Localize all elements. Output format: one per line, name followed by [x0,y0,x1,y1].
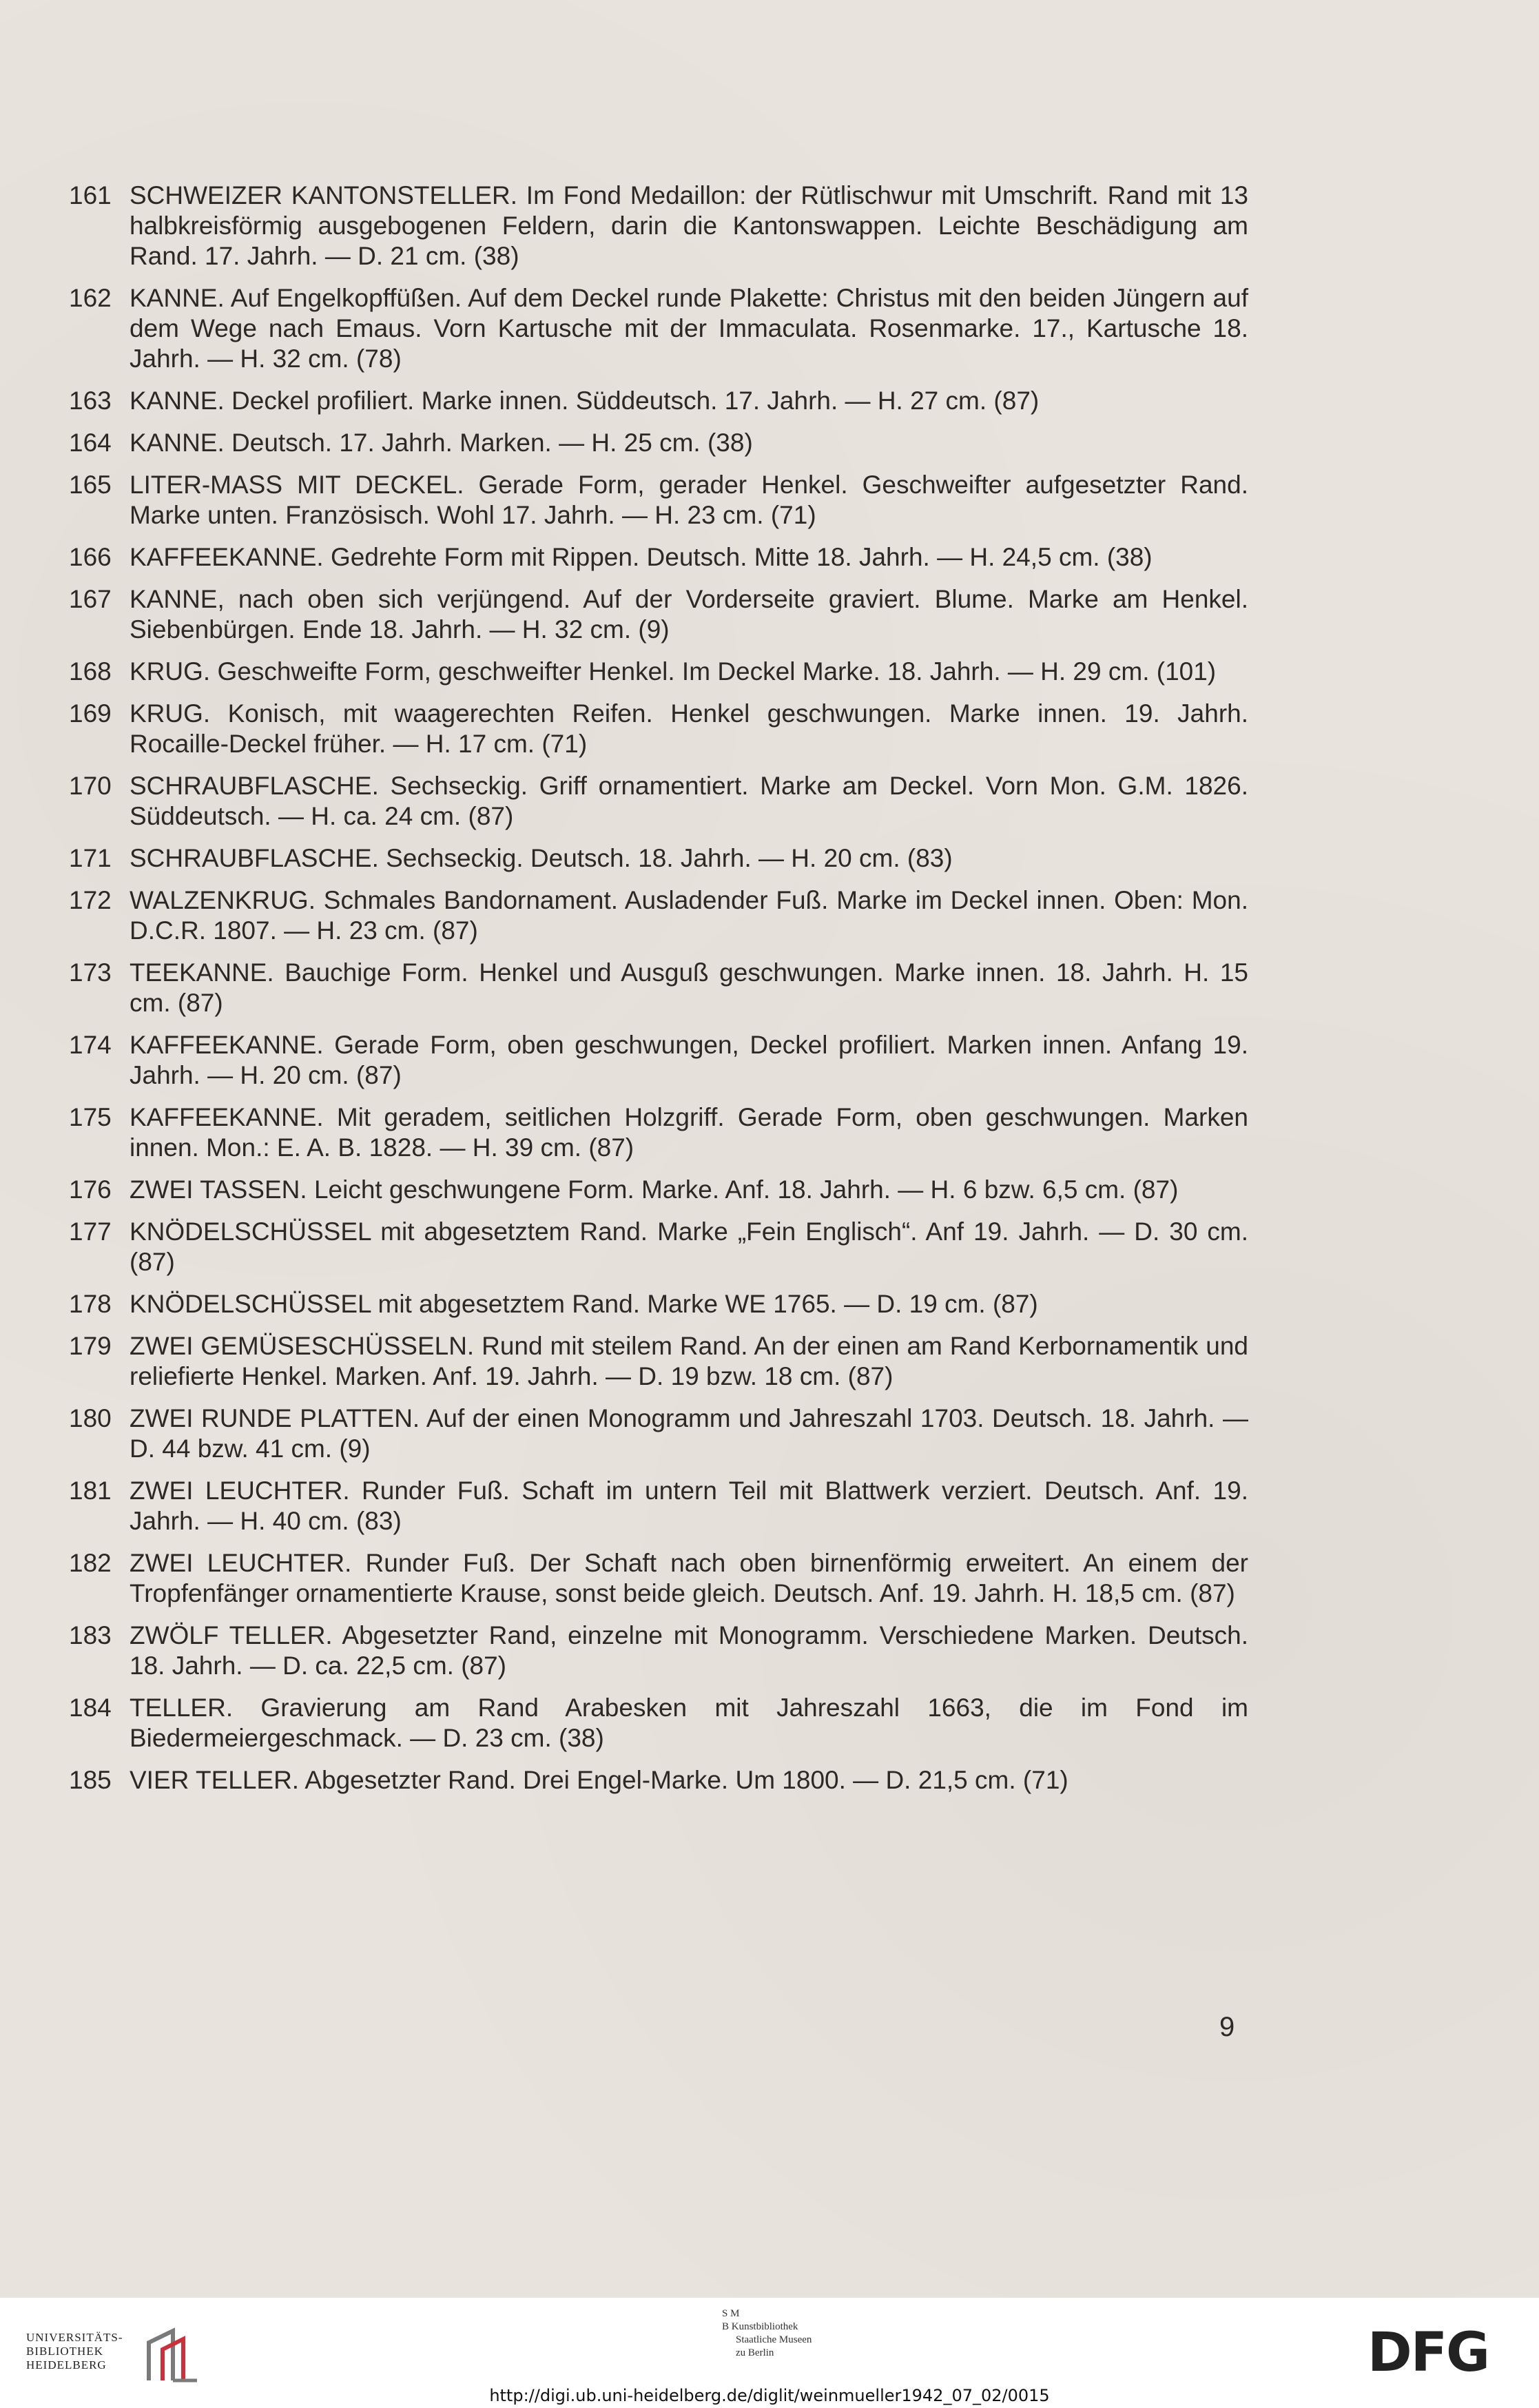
entry-number: 178 [69,1290,112,1318]
catalog-entries [69,181,1248,1807]
entry-number: 163 [69,387,112,415]
smb-logo-line: S M [722,2308,740,2319]
entry-number: 176 [69,1175,112,1204]
entry-text: KANNE, nach oben sich verjüngend. Auf der Vorderseite graviert. Blume. Marke am Henkel. Siebenbürgen. Ende 18. Jahrh. — H. 32 cm. (9) [130,585,1248,644]
catalog-entry [69,1620,1248,1681]
catalog-entry [69,843,1248,874]
entry-text: SCHRAUBFLASCHE. Sechseckig. Griff ornamentiert. Marke am Deckel. Vorn Mon. G.M. 1826. Süddeutsch. — H. ca. 24 cm. (87) [130,772,1248,830]
catalog-entry [69,771,1248,832]
catalog-entry [69,1102,1248,1163]
permalink-url[interactable]: http://digi.ub.uni-heidelberg.de/diglit/weinmueller1942_07_02/0015 [489,2386,1050,2405]
entry-number: 172 [69,886,112,914]
ub-logo-line: HEIDELBERG [26,2358,107,2371]
catalog-entry [69,1289,1248,1319]
entry-text: ZWEI LEUCHTER. Runder Fuß. Der Schaft nach oben birnenförmig erweitert. An einem der Tropfenfänger ornamentierte Krause, sonst beide gleich. Deutsch. Anf. 19. Jahrh. H. 18,5 cm. (87) [130,1549,1248,1607]
entry-text: VIER TELLER. Abgesetzter Rand. Drei Engel-Marke. Um 1800. — D. 21,5 cm. (71) [130,1766,1068,1794]
entry-text: KANNE. Deutsch. 17. Jahrh. Marken. — H. 25 cm. (38) [130,429,753,457]
entry-number: 175 [69,1103,112,1131]
smb-logo-line: Staatliche Museen [736,2334,812,2345]
entry-number: 171 [69,844,112,872]
entry-number: 165 [69,471,112,499]
entry-number: 185 [69,1766,112,1794]
entry-text: WALZENKRUG. Schmales Bandornament. Ausladender Fuß. Marke im Deckel innen. Oben: Mon. D.C.R. 1807. — H. 23 cm. (87) [130,886,1248,945]
catalog-entry [69,1476,1248,1536]
ub-logo-line: BIBLIOTHEK [26,2345,103,2358]
entry-number: 164 [69,429,112,457]
entry-number: 168 [69,657,112,686]
entry-number: 177 [69,1217,112,1246]
entry-text: KRUG. Konisch, mit waagerechten Reifen. Henkel geschwungen. Marke innen. 19. Jahrh. Rocaille-Deckel früher. — H. 17 cm. (71) [130,699,1248,758]
catalog-entry [69,958,1248,1018]
catalog-entry [69,542,1248,573]
entry-text: KANNE. Auf Engelkopffüßen. Auf dem Deckel runde Plakette: Christus mit den beiden Jüngern auf dem Wege nach Emaus. Vorn Kartusche mit der Immaculata. Rosenmarke. 17., Kartusche 18. Jahrh. — H. 32 cm. (78) [130,284,1248,373]
catalog-entry [69,657,1248,687]
catalog-entry [69,283,1248,374]
dfg-logo[interactable]: DFG [1367,2322,1489,2384]
viewer-footer [0,2298,1539,2408]
entry-number: 182 [69,1549,112,1577]
entry-number: 162 [69,284,112,312]
entry-number: 167 [69,585,112,613]
catalog-entry [69,181,1248,271]
catalog-entry [69,1403,1248,1464]
catalog-entry [69,885,1248,946]
catalog-entry [69,386,1248,416]
entry-text: KANNE. Deckel profiliert. Marke innen. Süddeutsch. 17. Jahrh. — H. 27 cm. (87) [130,387,1040,415]
smb-kunstbibliothek-logo[interactable] [722,2307,846,2360]
entry-text: TELLER. Gravierung am Rand Arabesken mit Jahreszahl 1663, die im Fond im Biedermeiergeschmack. — D. 23 cm. (38) [130,1694,1248,1752]
catalog-entry [69,584,1248,645]
catalog-entry [69,470,1248,531]
entry-number: 184 [69,1694,112,1722]
entry-number: 161 [69,181,112,209]
ub-logo-text [26,2331,123,2372]
catalog-entry [69,1693,1248,1753]
entry-text: SCHWEIZER KANTONSTELLER. Im Fond Medaillon: der Rütlischwur mit Umschrift. Rand mit 13 halbkreisförmig ausgebogenen Feldern, darin die Kantonswappen. Leichte Beschädigung am Rand. 17. Jahrh. — D. 21 cm. (38) [130,181,1248,270]
entry-text: SCHRAUBFLASCHE. Sechseckig. Deutsch. 18. Jahrh. — H. 20 cm. (83) [130,844,953,872]
entry-number: 183 [69,1621,112,1649]
entry-text: KAFFEEKANNE. Gerade Form, oben geschwungen, Deckel profiliert. Marken innen. Anfang 19. Jahrh. — H. 20 cm. (87) [130,1031,1248,1089]
entry-text: KAFFEEKANNE. Gedrehte Form mit Rippen. Deutsch. Mitte 18. Jahrh. — H. 24,5 cm. (38) [130,543,1153,571]
entry-text: LITER-MASS MIT DECKEL. Gerade Form, gerader Henkel. Geschweifter aufgesetzter Rand. Marke unten. Französisch. Wohl 17. Jahrh. — H. 23 cm. (71) [130,471,1248,529]
entry-text: ZWEI LEUCHTER. Runder Fuß. Schaft im untern Teil mit Blattwerk verziert. Deutsch. Anf. 19. Jahrh. — H. 40 cm. (83) [130,1476,1248,1535]
catalog-entry [69,428,1248,458]
page-number: 9 [1219,2012,1235,2042]
entry-number: 166 [69,543,112,571]
ub-logo-mark-icon [142,2325,204,2387]
entry-text: ZWEI TASSEN. Leicht geschwungene Form. Marke. Anf. 18. Jahrh. — H. 6 bzw. 6,5 cm. (87) [130,1175,1179,1204]
entry-text: KNÖDELSCHÜSSEL mit abgesetztem Rand. Marke WE 1765. — D. 19 cm. (87) [130,1290,1038,1318]
ub-heidelberg-logo[interactable] [26,2325,205,2387]
entry-text: ZWEI RUNDE PLATTEN. Auf der einen Monogramm und Jahreszahl 1703. Deutsch. 18. Jahrh. — D. 44 bzw. 41 cm. (9) [130,1404,1248,1463]
smb-logo-line: zu Berlin [736,2347,774,2358]
entry-text: KAFFEEKANNE. Mit geradem, seitlichen Holzgriff. Gerade Form, oben geschwungen. Marken innen. Mon.: E. A. B. 1828. — H. 39 cm. (87) [130,1103,1248,1162]
catalog-entry [69,1175,1248,1205]
entry-text: ZWÖLF TELLER. Abgesetzter Rand, einzelne mit Monogramm. Verschiedene Marken. Deutsch. 18. Jahrh. — D. ca. 22,5 cm. (87) [130,1621,1248,1680]
ub-logo-line: UNIVERSITÄTS- [26,2331,123,2344]
entry-number: 179 [69,1332,112,1360]
smb-logo-line: B Kunstbibliothek [722,2321,798,2332]
catalog-entry [69,1548,1248,1609]
entry-text: ZWEI GEMÜSESCHÜSSELN. Rund mit steilem Rand. An der einen am Rand Kerbornamentik und reliefierte Henkel. Marken. Anf. 19. Jahrh. — D. 19 bzw. 18 cm. (87) [130,1332,1248,1390]
entry-text: KRUG. Geschweifte Form, geschweifter Henkel. Im Deckel Marke. 18. Jahrh. — H. 29 cm. (101) [130,657,1217,686]
entry-number: 169 [69,699,112,728]
entry-number: 174 [69,1031,112,1059]
entry-number: 180 [69,1404,112,1432]
entry-number: 170 [69,772,112,800]
entry-number: 181 [69,1476,112,1505]
catalog-entry [69,1030,1248,1091]
entry-number: 173 [69,958,112,987]
catalog-entry [69,1331,1248,1392]
entry-text: KNÖDELSCHÜSSEL mit abgesetztem Rand. Marke „Fein Englisch“. Anf 19. Jahrh. — D. 30 cm. (87) [130,1217,1248,1276]
catalog-entry [69,699,1248,759]
entry-text: TEEKANNE. Bauchige Form. Henkel und Ausguß geschwungen. Marke innen. 18. Jahrh. H. 15 cm. (87) [130,958,1248,1017]
catalog-entry [69,1765,1248,1795]
catalog-entry [69,1217,1248,1277]
